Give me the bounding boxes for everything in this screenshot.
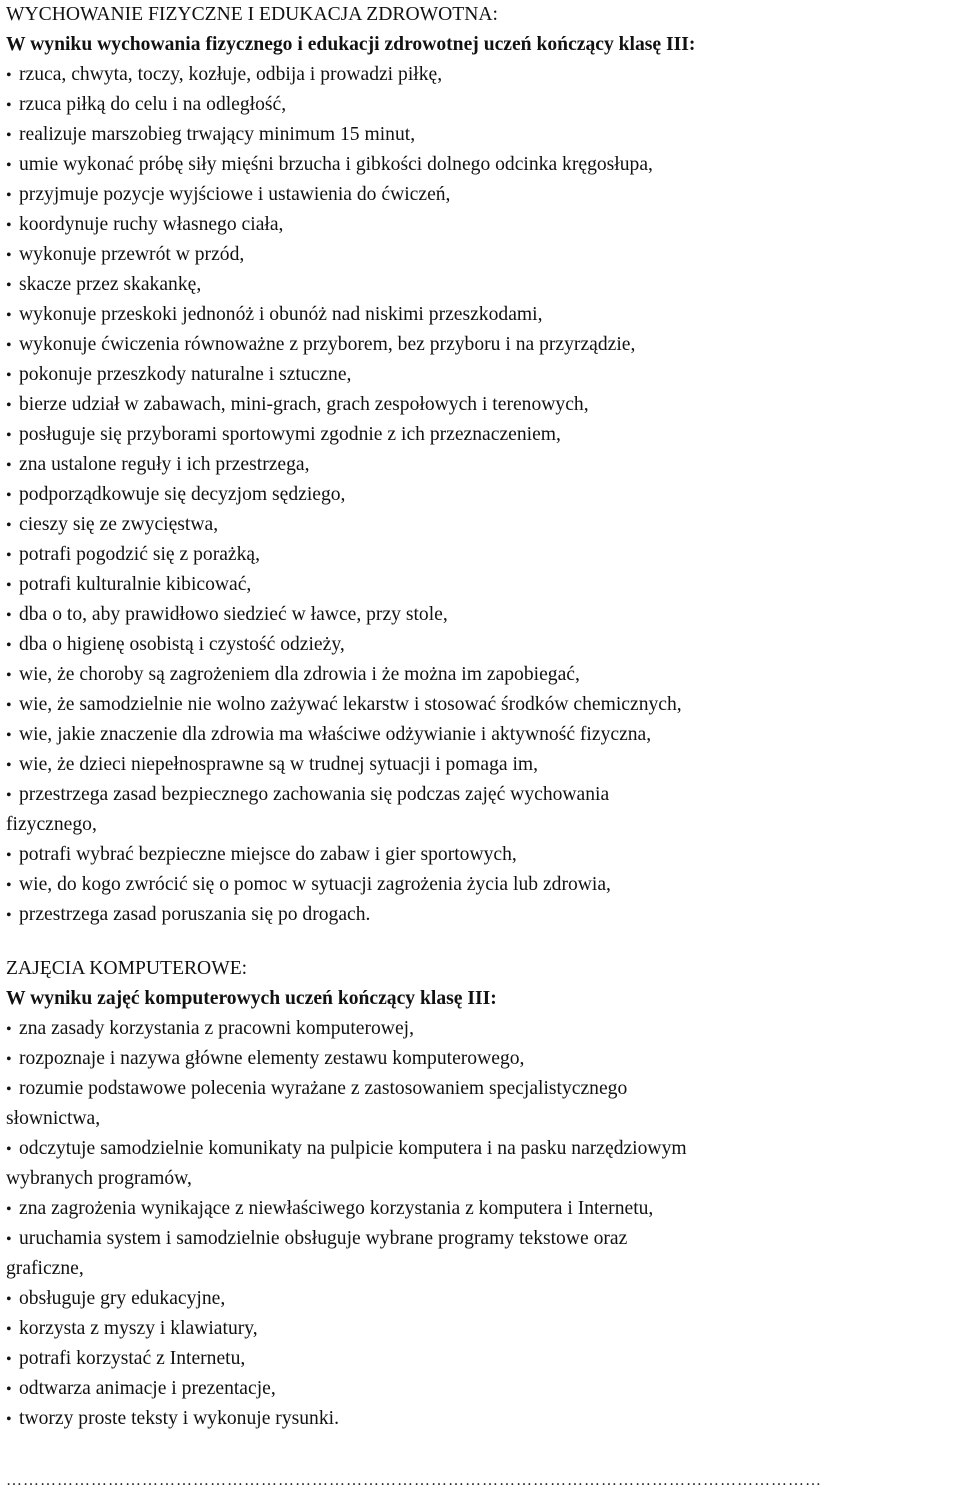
list-item-text: wie, do kogo zwrócić się o pomoc w sytuacji zagrożenia życia lub zdrowia, bbox=[19, 874, 611, 895]
list-item bbox=[6, 750, 956, 780]
section-heading: ZAJĘCIA KOMPUTEROWE: bbox=[6, 958, 248, 979]
list-item-continuation bbox=[6, 1104, 956, 1134]
section-subheading: W wyniku zajęć komputerowych uczeń kończący klasę III: bbox=[6, 988, 497, 1009]
list-item bbox=[6, 420, 956, 450]
list-item bbox=[6, 570, 956, 600]
list-item bbox=[6, 270, 956, 300]
list-item bbox=[6, 1314, 956, 1344]
list-item bbox=[6, 780, 956, 810]
list-item bbox=[6, 450, 956, 480]
list-item-text: potrafi pogodzić się z porażką, bbox=[19, 544, 261, 565]
list-item bbox=[6, 240, 956, 270]
section-heading: WYCHOWANIE FIZYCZNE I EDUKACJA ZDROWOTNA: bbox=[6, 4, 498, 25]
list-item bbox=[6, 330, 956, 360]
list-item bbox=[6, 1284, 956, 1314]
list-item-text: dba o to, aby prawidłowo siedzieć w ławce, przy stole, bbox=[19, 604, 448, 625]
list-item-text: rzuca, chwyta, toczy, kozłuje, odbija i prowadzi piłkę, bbox=[19, 64, 443, 85]
section-gap bbox=[6, 930, 956, 954]
list-item-text: wykonuje przewrót w przód, bbox=[19, 244, 245, 265]
list-item-text: uruchamia system i samodzielnie obsługuje wybrane programy tekstowe oraz bbox=[19, 1228, 628, 1249]
list-item-text: skacze przez skakankę, bbox=[19, 274, 202, 295]
list-item-text: fizycznego, bbox=[6, 814, 97, 835]
list-item bbox=[6, 1194, 956, 1224]
list-item-continuation bbox=[6, 1164, 956, 1194]
list-item-text: wykonuje przeskoki jednonóż i obunóż nad niskimi przeszkodami, bbox=[19, 304, 543, 325]
list-item bbox=[6, 1344, 956, 1374]
list-item-text: realizuje marszobieg trwający minimum 15 minut, bbox=[19, 124, 416, 145]
footer-dotted-line: ……………………………………………………………………………………………………………………………… bbox=[6, 1472, 822, 1489]
list-item-text: pokonuje przeszkody naturalne i sztuczne, bbox=[19, 364, 352, 385]
list-item-text: przestrzega zasad poruszania się po drogach. bbox=[19, 904, 371, 925]
list-item bbox=[6, 840, 956, 870]
list-item bbox=[6, 870, 956, 900]
list-item-text: umie wykonać próbę siły mięśni brzucha i gibkości dolnego odcinka kręgosłupa, bbox=[19, 154, 653, 175]
list-item-text: odtwarza animacje i prezentacje, bbox=[19, 1378, 276, 1399]
list-item bbox=[6, 900, 956, 930]
list-item bbox=[6, 600, 956, 630]
section-subheading: W wyniku wychowania fizycznego i edukacji zdrowotnej uczeń kończący klasę III: bbox=[6, 34, 696, 55]
list-item-text: rzuca piłką do celu i na odległość, bbox=[19, 94, 287, 115]
list-item-text: obsługuje gry edukacyjne, bbox=[19, 1288, 226, 1309]
list-item bbox=[6, 690, 956, 720]
list-item-text: zna ustalone reguły i ich przestrzega, bbox=[19, 454, 310, 475]
list-item-text: wie, jakie znaczenie dla zdrowia ma właściwe odżywianie i aktywność fizyczna, bbox=[19, 724, 652, 745]
list-item bbox=[6, 1404, 956, 1434]
list-item bbox=[6, 1044, 956, 1074]
list-item bbox=[6, 60, 956, 90]
list-item bbox=[6, 1224, 956, 1254]
list-item bbox=[6, 150, 956, 180]
list-item-text: potrafi korzystać z Internetu, bbox=[19, 1348, 246, 1369]
list-item bbox=[6, 1074, 956, 1104]
list-item bbox=[6, 510, 956, 540]
list-item-text: podporządkowuje się decyzjom sędziego, bbox=[19, 484, 346, 505]
list-item bbox=[6, 1134, 956, 1164]
list-item bbox=[6, 1374, 956, 1404]
list-item bbox=[6, 360, 956, 390]
list-item bbox=[6, 120, 956, 150]
list-item bbox=[6, 390, 956, 420]
list-item bbox=[6, 180, 956, 210]
list-item-text: wykonuje ćwiczenia równoważne z przyborem, bez przyboru i na przyrządzie, bbox=[19, 334, 636, 355]
list-item-text: bierze udział w zabawach, mini-grach, grach zespołowych i terenowych, bbox=[19, 394, 589, 415]
list-item-text: przyjmuje pozycje wyjściowe i ustawienia do ćwiczeń, bbox=[19, 184, 451, 205]
list-item bbox=[6, 660, 956, 690]
list-item-text: przestrzega zasad bezpiecznego zachowania się podczas zajęć wychowania bbox=[19, 784, 610, 805]
list-item bbox=[6, 1014, 956, 1044]
list-item-text: potrafi wybrać bezpieczne miejsce do zabaw i gier sportowych, bbox=[19, 844, 517, 865]
list-item-text: odczytuje samodzielnie komunikaty na pulpicie komputera i na pasku narzędziowym bbox=[19, 1138, 687, 1159]
list-item-continuation bbox=[6, 1254, 956, 1284]
list-item-text: wie, że dzieci niepełnosprawne są w trudnej sytuacji i pomaga im, bbox=[19, 754, 539, 775]
list-item-text: wybranych programów, bbox=[6, 1168, 192, 1189]
list-item-text: posługuje się przyborami sportowymi zgodnie z ich przeznaczeniem, bbox=[19, 424, 561, 445]
list-item-continuation bbox=[6, 810, 956, 840]
list-item-text: wie, że samodzielnie nie wolno zażywać lekarstw i stosować środków chemicznych, bbox=[19, 694, 682, 715]
list-item-text: zna zagrożenia wynikające z niewłaściwego korzystania z komputera i Internetu, bbox=[19, 1198, 654, 1219]
list-item bbox=[6, 300, 956, 330]
list-item-text: wie, że choroby są zagrożeniem dla zdrowia i że można im zapobiegać, bbox=[19, 664, 580, 685]
list-item-text: rozpoznaje i nazywa główne elementy zestawu komputerowego, bbox=[19, 1048, 525, 1069]
list-item-text: potrafi kulturalnie kibicować, bbox=[19, 574, 252, 595]
list-item bbox=[6, 480, 956, 510]
list-item-text: słownictwa, bbox=[6, 1108, 101, 1129]
list-item bbox=[6, 540, 956, 570]
list-item-text: rozumie podstawowe polecenia wyrażane z zastosowaniem specjalistycznego bbox=[19, 1078, 628, 1099]
list-item-text: koordynuje ruchy własnego ciała, bbox=[19, 214, 284, 235]
list-item-text: korzysta z myszy i klawiatury, bbox=[19, 1318, 258, 1339]
document-page bbox=[6, 0, 956, 1434]
list-item bbox=[6, 90, 956, 120]
list-item bbox=[6, 210, 956, 240]
list-item-text: graficzne, bbox=[6, 1258, 84, 1279]
list-item-text: dba o higienę osobistą i czystość odzieży, bbox=[19, 634, 345, 655]
list-item bbox=[6, 630, 956, 660]
list-item bbox=[6, 720, 956, 750]
list-item-text: zna zasady korzystania z pracowni komputerowej, bbox=[19, 1018, 414, 1039]
list-item-text: tworzy proste teksty i wykonuje rysunki. bbox=[19, 1408, 339, 1429]
list-item-text: cieszy się ze zwycięstwa, bbox=[19, 514, 219, 535]
